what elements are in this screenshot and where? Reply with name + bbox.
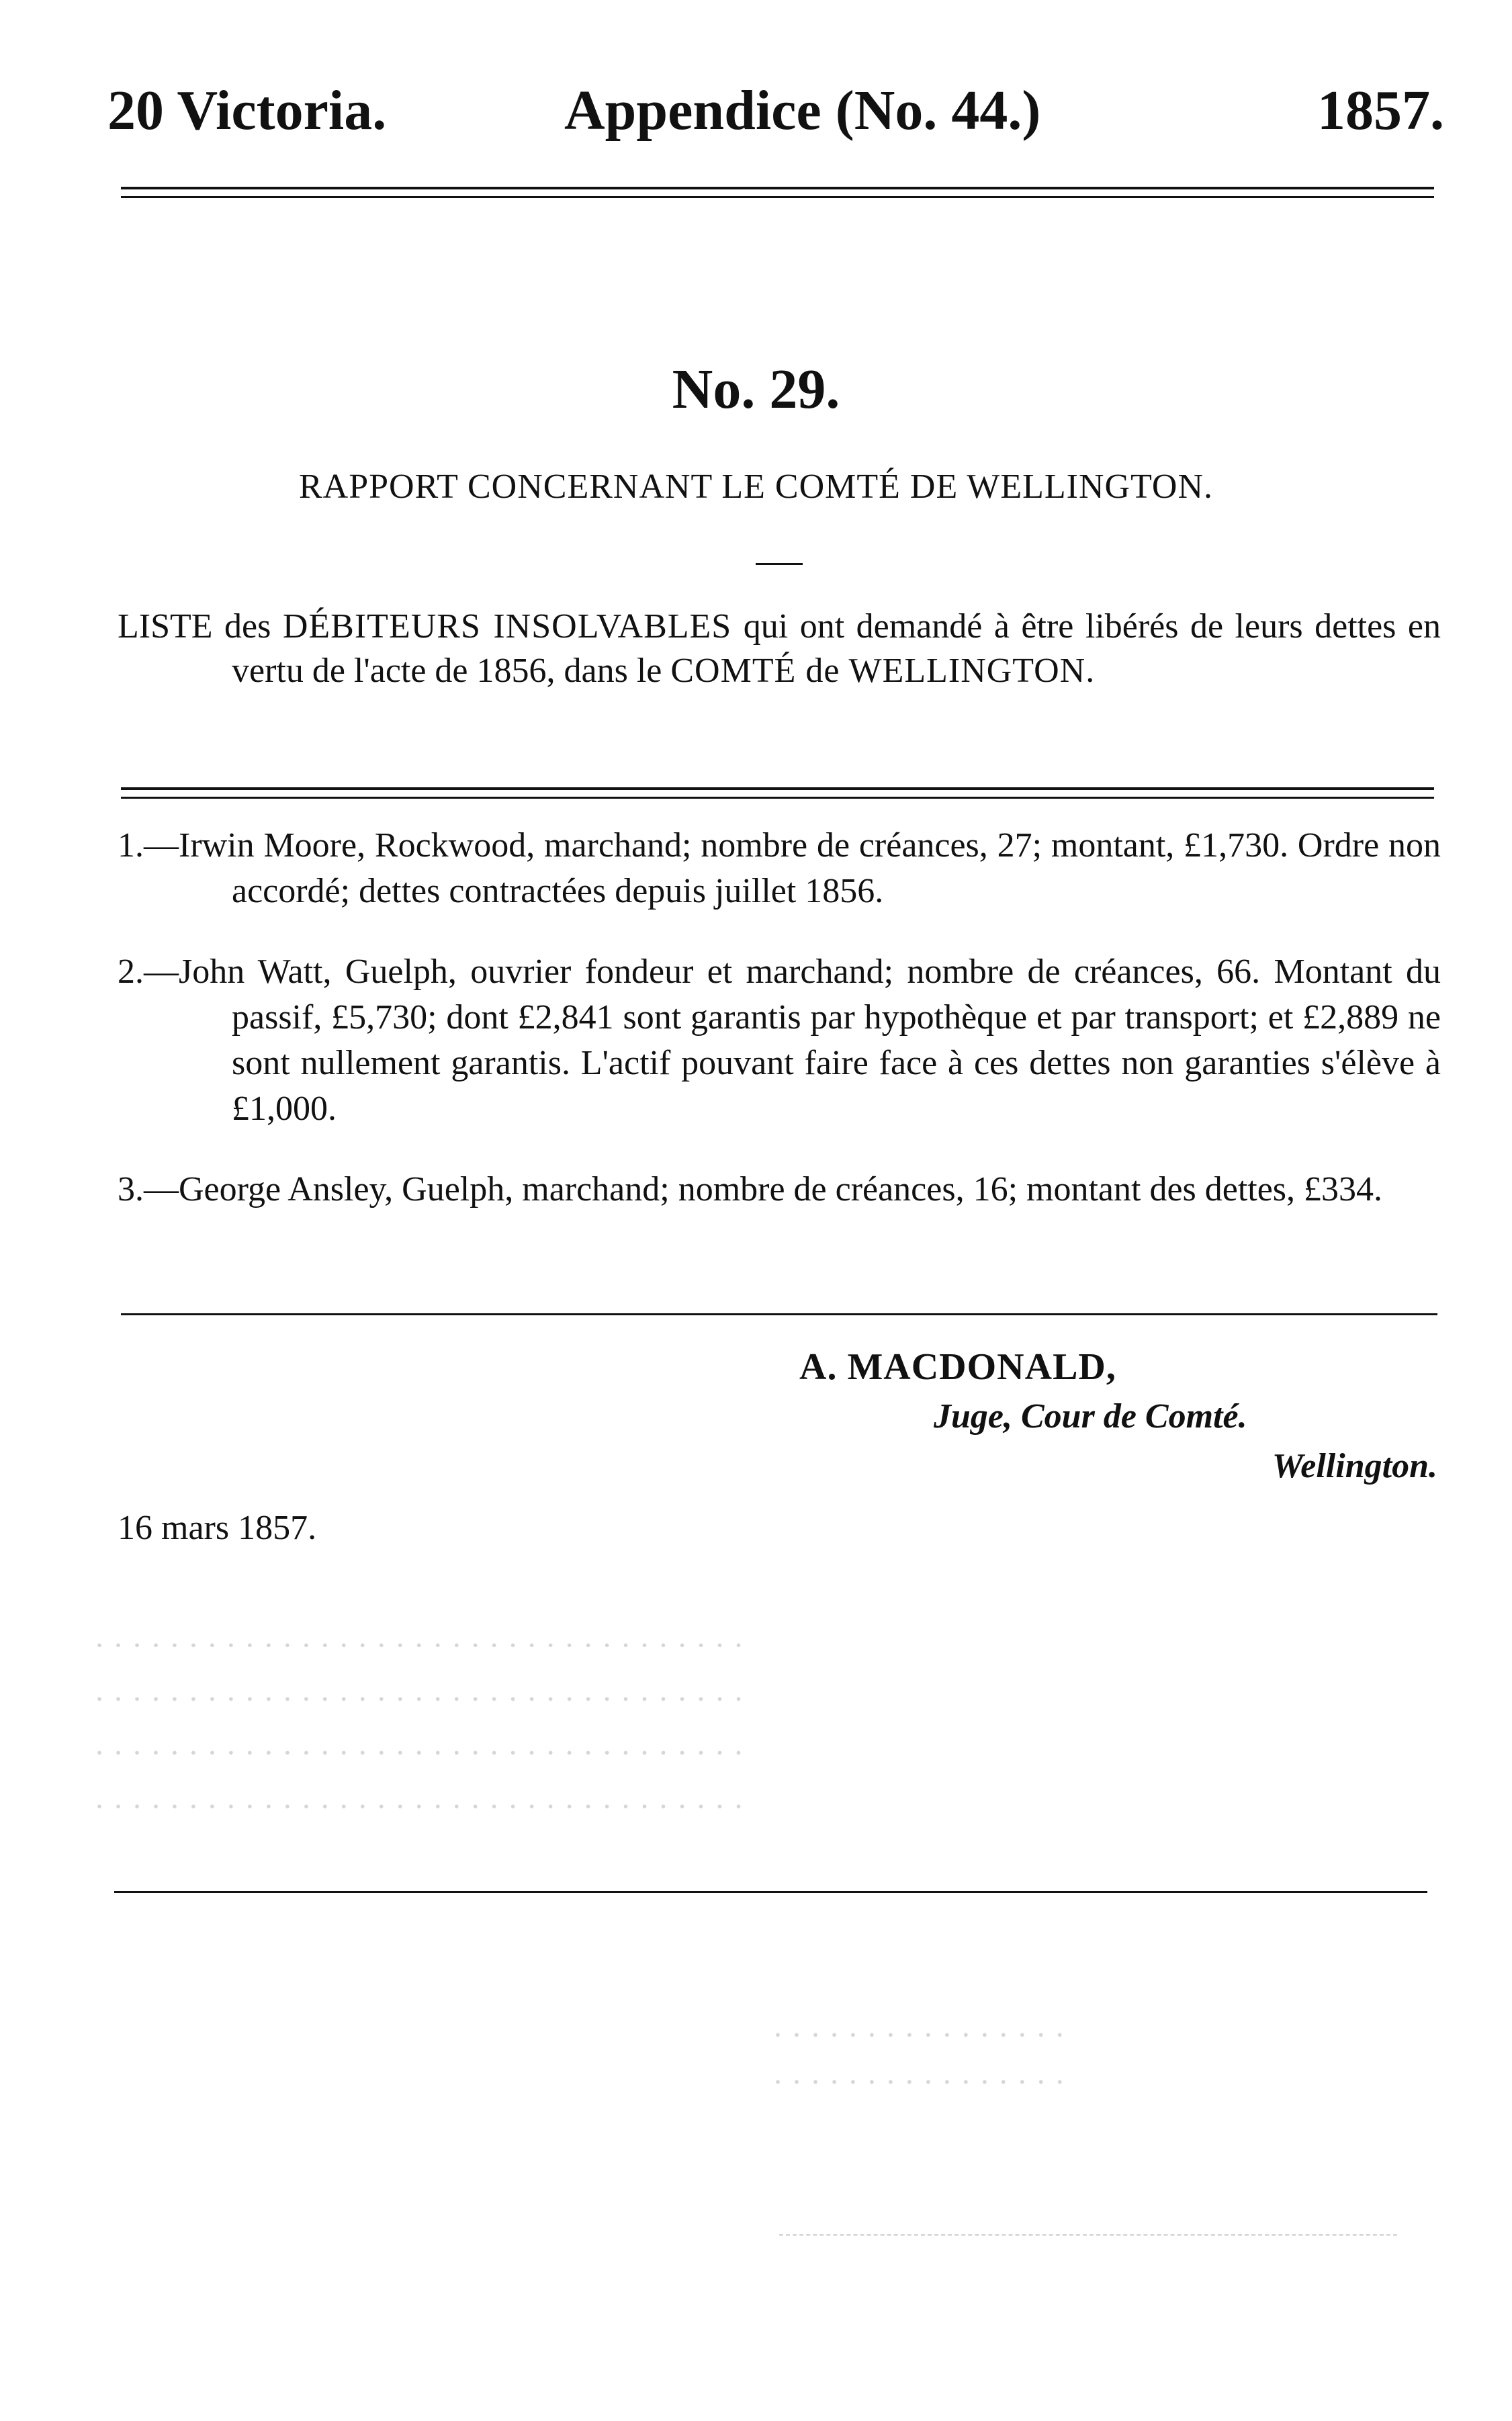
list-end-rule: [121, 1313, 1437, 1315]
header-session: 20 Victoria.: [107, 79, 387, 142]
report-title: RAPPORT CONCERNANT LE COMTÉ DE WELLINGTON.: [298, 468, 1214, 506]
intro-lead: LISTE des: [118, 607, 283, 646]
intro-paragraph: [118, 605, 1441, 693]
bleed-through-texture: · · · · · · · · · · · · · · · · · · · · · · · · · · · · · · · · · · ·: [94, 1789, 744, 1824]
bleed-through-texture: · · · · · · · · · · · · · · · · · · · · · · · · · · · · · · · · · · ·: [94, 1628, 744, 1663]
intro-debtors: DÉBITEURS INSOLVABLES: [282, 607, 732, 646]
bleed-through-texture: · · · · · · · · · · · · · · · · · · · · · · · · · · · · · · · · · · ·: [94, 1681, 744, 1717]
signature-block: [0, 1344, 1437, 1505]
header-appendix: Appendice (No. 44.): [564, 79, 1041, 142]
bleed-through-texture: · · · · · · · · · · · · · · · · · · · · · · · · · · · · · · · · · · ·: [94, 1735, 744, 1771]
title-dash: [756, 563, 803, 565]
bleed-through-texture: · · · · · · · · · · · · · · · ·: [772, 2017, 1065, 2053]
document-number: No. 29.: [672, 358, 840, 421]
intro-middle: qui ont demandé à être libérés de leurs dettes en vertu de l'acte de 1856, dans le: [232, 607, 1441, 690]
debtor-entry: 3.—George Ansley, Guelph, marchand; nombre de créances, 16; montant des dettes, £334.: [118, 1170, 1383, 1208]
header-double-rule: [121, 187, 1434, 198]
intro-county: COMTÉ de WELLINGTON.: [670, 652, 1096, 690]
lower-rule: [114, 1891, 1427, 1893]
debtor-list: [118, 823, 1441, 1234]
bleed-through-texture: · · · · · · · · · · · · · · · ·: [772, 2064, 1065, 2100]
running-header: [107, 74, 1444, 148]
signatory-title: Juge, Cour de Comté.: [934, 1397, 1247, 1436]
signatory-name: A. MACDONALD,: [799, 1346, 1116, 1388]
debtor-entry: 1.—Irwin Moore, Rockwood, marchand; nombre de créances, 27; montant, £1,730. Ordre non accordé; dettes contractées depuis juillet 1856.: [118, 826, 1441, 910]
document-date: 16 mars 1857.: [118, 1509, 317, 1547]
signatory-place: Wellington.: [1272, 1447, 1437, 1485]
intro-double-rule: [121, 787, 1434, 799]
faint-bottom-rule: [779, 2234, 1397, 2236]
debtor-entry: 2.—John Watt, Guelph, ouvrier fondeur et marchand; nombre de créances, 66. Montant du passif, £5,730; dont £2,841 sont garantis par hypothèque et par transport; et £2,889 ne sont nullement garantis. L'actif pouvant faire face à ces dettes non garanties s'élève à £1,000.: [118, 953, 1441, 1128]
header-year: 1857.: [1317, 79, 1444, 142]
